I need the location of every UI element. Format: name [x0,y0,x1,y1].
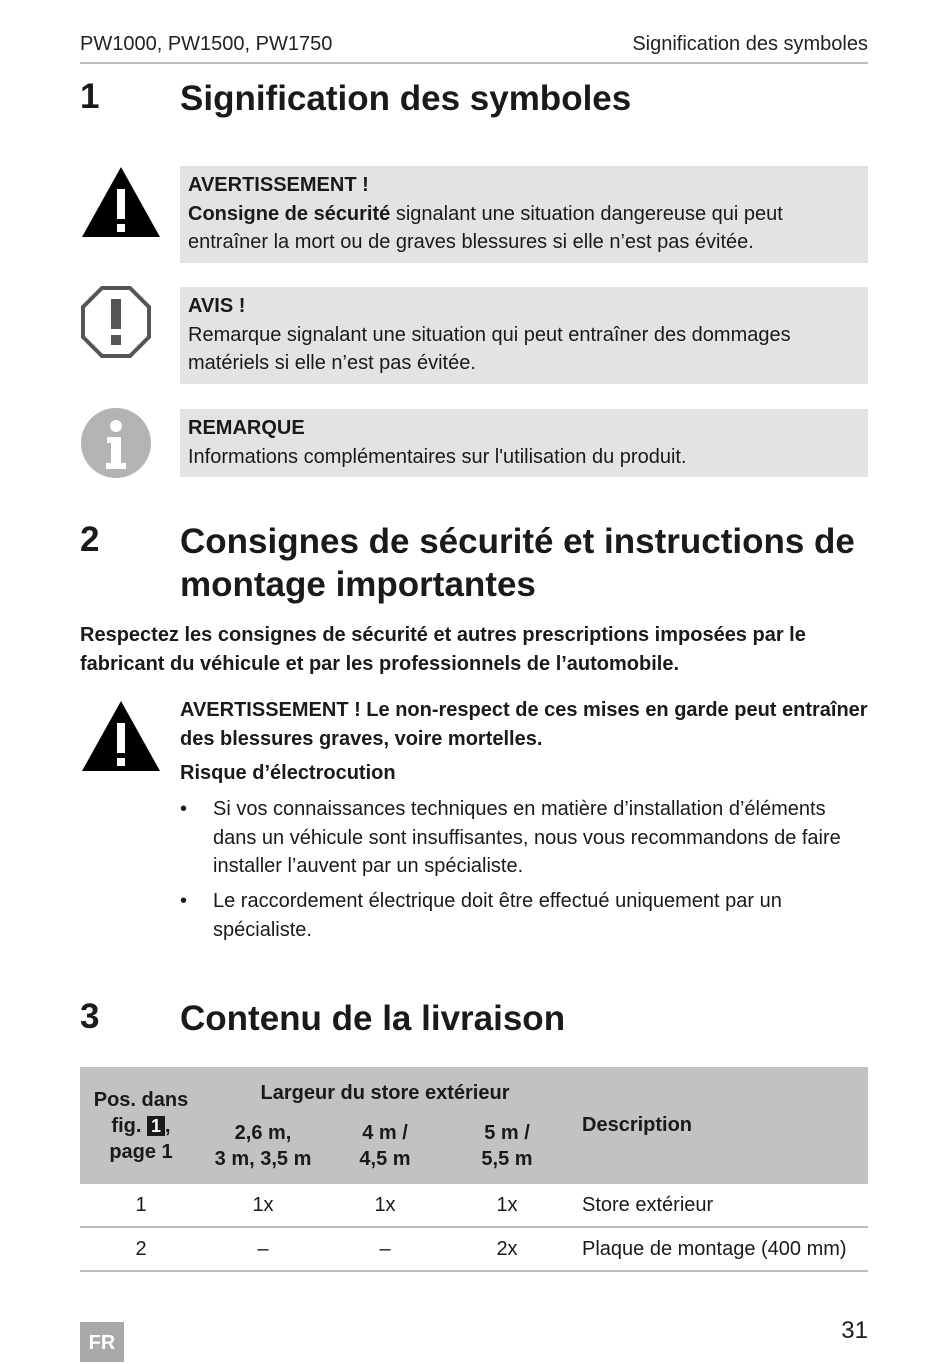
list-item [180,795,870,885]
safety-lead: Respectez les consignes de sécurité et autres prescriptions imposées par le fabricant du véhicule et par les professionnels de l’automobile. [80,624,806,675]
col-a-line2: 3 m, 3,5 m [214,1147,312,1170]
cell-c: 2x [446,1227,568,1271]
pos-header-comma: , [165,1114,171,1137]
info-circle-icon [80,407,152,484]
col-a-line1: 2,6 m, [234,1121,292,1144]
pos-header-line1: Pos. dans [93,1088,189,1111]
cell-a: – [202,1227,324,1271]
cell-b: 1x [324,1184,446,1227]
delivery-table [80,1067,868,1272]
col-header-b [324,1114,446,1184]
safety-warning: AVERTISSEMENT ! Le non-respect de ces mises en garde peut entraîner des blessures graves, voire mortelles. [180,699,868,750]
section3-title: Contenu de la livraison [180,999,566,1038]
cell-a: 1x [202,1184,324,1227]
col-header-a [202,1114,324,1184]
avis-title: AVIS ! [188,295,246,317]
bullet-dot: • [180,798,188,820]
remarque-notice [180,409,868,477]
figure-badge: 1 [147,1116,165,1136]
cell-b: – [324,1227,446,1271]
cell-desc: Plaque de montage (400 mm) [568,1227,868,1271]
bullet-text: Si vos connaissances techniques en matière d’installation d’éléments dans un véhicule sont insuffisantes, nous vous recommandons de faire installer l’auvent par un spécialiste. [213,798,841,877]
octagon-exclamation-icon [80,285,152,364]
header-section: Signification des symboles [632,33,868,55]
page-number: 31 [841,1317,868,1344]
header-divider [80,62,868,64]
warning-triangle-icon [80,699,162,778]
section3-number: 3 [80,997,100,1036]
section1-number: 1 [80,77,100,116]
pos-header [80,1067,202,1184]
table-row [80,1227,868,1271]
language-tab: FR [80,1322,124,1362]
section2-number: 2 [80,520,100,559]
remarque-title: REMARQUE [188,417,305,439]
bullet-dot: • [180,890,188,912]
pos-header-fig: fig. [111,1114,142,1137]
table-header-row-1 [80,1067,868,1114]
col-header-c [446,1114,568,1184]
avis-text: Remarque signalant une situation qui peut entraîner des dommages matériels si elle n’est pas évitée. [188,323,791,374]
warning-text: signalant une situation dangereuse qui peut entraîner la mort ou de graves blessures si elle n’est pas évitée. [188,202,783,253]
bullet-text: Le raccordement électrique doit être effectué uniquement par un spécialiste. [213,890,782,941]
col-c-line1: 5 m / [484,1121,530,1144]
col-b-line1: 4 m / [362,1121,408,1144]
warning-triangle-icon [80,165,162,244]
description-header: Description [568,1067,868,1184]
section2-title: Consignes de sécurité et instructions de montage importantes [180,522,855,604]
pos-header-line3: page 1 [109,1140,173,1163]
warning-notice [180,166,868,263]
warning-bold-lead: Consigne de sécurité [188,202,391,225]
avis-notice [180,287,868,384]
cell-c: 1x [446,1184,568,1227]
list-item [180,887,870,947]
col-b-line2: 4,5 m [359,1147,411,1170]
remarque-text: Informations complémentaires sur l'utilisation du produit. [188,445,687,468]
cell-pos: 1 [80,1184,202,1227]
warning-title: AVERTISSEMENT ! [188,174,369,196]
cell-pos: 2 [80,1227,202,1271]
col-c-line2: 5,5 m [481,1147,533,1170]
cell-desc: Store extérieur [568,1184,868,1227]
width-group-header: Largeur du store extérieur [202,1067,568,1114]
table-row [80,1184,868,1227]
header-models: PW1000, PW1500, PW1750 [80,33,333,55]
section1-title: Signification des symboles [180,79,632,118]
risk-title: Risque d’électrocution [180,762,396,784]
